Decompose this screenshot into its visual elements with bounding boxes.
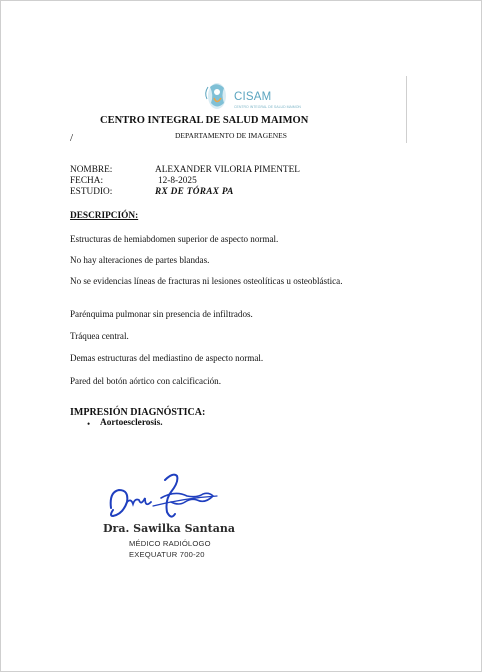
logo-subtitle: CENTRO INTEGRAL DE SALUD MAIMON — [234, 105, 301, 109]
physician-name: Dra. Sawilka Santana — [103, 522, 235, 535]
impression-heading: IMPRESIÓN DIAGNÓSTICA: — [70, 407, 206, 418]
bullet-icon: • — [87, 419, 91, 429]
description-heading: DESCRIPCIÓN: — [70, 211, 139, 221]
name-label: NOMBRE: — [70, 165, 113, 175]
study-label: ESTUDIO: — [70, 187, 113, 197]
patient-name: ALEXANDER VILORIA PIMENTEL — [155, 165, 300, 175]
date-label: FECHA: — [70, 176, 104, 186]
finding-line: Pared del botón aórtico con calcificación. — [70, 376, 221, 386]
margin-line — [406, 76, 407, 143]
finding-line: Tráquea central. — [70, 331, 129, 341]
finding-line: Demas estructuras del mediastino de aspecto normal. — [70, 353, 264, 363]
handwritten-signature — [105, 468, 221, 526]
text-mark: / — [70, 132, 74, 144]
finding-line: No hay alteraciones de partes blandas. — [70, 255, 210, 265]
physician-license: EXEQUATUR 700-20 — [129, 550, 205, 559]
diagnosis-item: Aortoesclerosis. — [100, 418, 163, 428]
finding-line: No se evidencias líneas de fracturas ni lesiones osteolíticas u osteoblástica. — [70, 276, 343, 286]
organization-name: CENTRO INTEGRAL DE SALUD MAIMON — [100, 115, 309, 126]
finding-line: Estructuras de hemiabdomen superior de aspecto normal. — [70, 234, 279, 244]
department-name: DEPARTAMENTO DE IMAGENES — [175, 131, 287, 140]
logo-wordmark: CISAM — [234, 91, 272, 103]
finding-line: Parénquima pulmonar sin presencia de infiltrados. — [70, 309, 253, 319]
physician-title: MÉDICO RADIÓLOGO — [129, 539, 211, 548]
study-name: RX DE TÓRAX PA — [155, 187, 234, 197]
report-date: 12-8-2025 — [158, 176, 197, 186]
